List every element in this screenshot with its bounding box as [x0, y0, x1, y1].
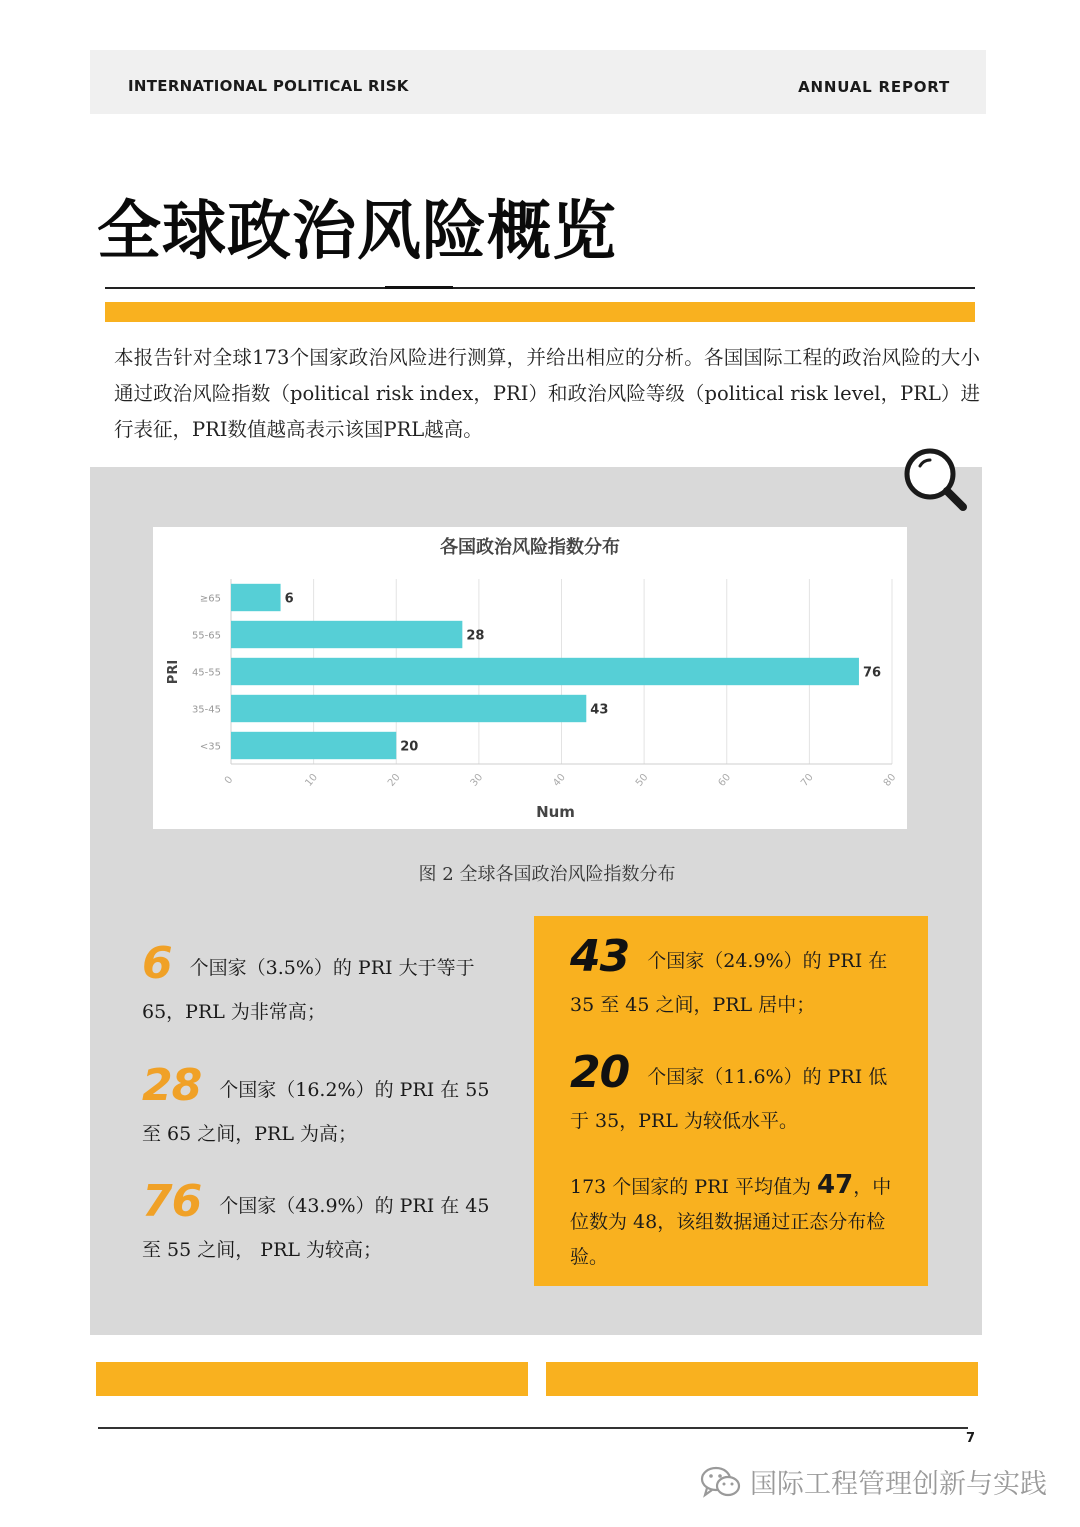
stat-text: 个国家（11.6%）的 PRI 低于 35，PRL 为较低水平。: [570, 1066, 888, 1132]
x-tick-label: 0: [222, 774, 236, 787]
stat-text: 个国家（24.9%）的 PRI 在 35 至 45 之间，PRL 居中；: [570, 950, 888, 1016]
category-tick-label: 45-55: [191, 667, 221, 679]
bar: [231, 695, 586, 722]
stat-text: 个国家（3.5%）的 PRI 大于等于 65，PRL 为非常高；: [142, 957, 475, 1023]
footer-band-left: [96, 1362, 528, 1396]
summary-post: ，中位数为 48，该组数据通过正态分布检验。: [570, 1176, 892, 1268]
watermark-text: 国际工程管理创新与实践: [750, 1469, 1047, 1500]
bar-value-label: 28: [466, 628, 485, 644]
stat-low: [570, 1047, 900, 1143]
stat-number: 6: [142, 938, 172, 989]
stat-fairly-high: [142, 1176, 492, 1272]
figure-caption: 图 2 全球各国政治风险指数分布: [418, 864, 676, 885]
chart-title: 各国政治风险指数分布: [440, 537, 620, 558]
wechat-icon: [700, 1465, 742, 1499]
category-tick-label: 55-65: [191, 630, 221, 642]
bar: [231, 732, 396, 759]
bar-value-label: 43: [590, 702, 609, 718]
x-tick-label: 80: [881, 771, 899, 789]
pri-distribution-chart: [153, 527, 907, 829]
y-axis-label: PRI: [166, 659, 181, 685]
header-left-title: INTERNATIONAL POLITICAL RISK: [128, 77, 409, 95]
header-bar: [90, 50, 986, 114]
footer-band-right: [546, 1362, 978, 1396]
stat-number: 76: [142, 1176, 202, 1227]
stat-medium: [570, 931, 900, 1027]
stat-very-high: [142, 938, 492, 1034]
watermark: [700, 1462, 1047, 1501]
x-tick-label: 20: [386, 771, 403, 789]
header-right-title: ANNUAL REPORT: [798, 78, 950, 96]
intro-paragraph: 本报告针对全球173个国家政治风险进行测算，并给出相应的分析。各国国际工程的政治风险的大小通过政治风险指数（political risk index，PRI）和政治风险等级（political risk level，PRL）进行表征，PRI数值越高表示该国PRL越高。: [114, 346, 980, 441]
x-tick-label: 40: [551, 771, 568, 789]
x-axis-label: Num: [536, 803, 575, 821]
footer-rule: [98, 1427, 968, 1429]
x-tick-label: 10: [303, 771, 321, 789]
stat-number: 43: [570, 931, 630, 982]
bar: [231, 584, 281, 611]
summary-average: 47: [817, 1170, 854, 1200]
stat-summary: [570, 1168, 900, 1275]
stat-text: 个国家（43.9%）的 PRI 在 45 至 55 之间， PRL 为较高；: [142, 1195, 490, 1261]
stat-text: 个国家（16.2%）的 PRI 在 55 至 65 之间，PRL 为高；: [142, 1079, 490, 1145]
search-icon: [900, 444, 970, 514]
bar-value-label: 6: [284, 591, 294, 607]
summary-pre: 173 个国家的 PRI 平均值为: [570, 1176, 818, 1198]
page-number: 7: [966, 1431, 976, 1446]
bar-value-label: 20: [400, 739, 419, 755]
category-tick-label: 35-45: [191, 704, 221, 716]
x-tick-label: 30: [468, 771, 486, 789]
title-rule-accent: [385, 286, 453, 289]
bar: [231, 658, 859, 685]
category-tick-label: <35: [199, 741, 221, 753]
chart-card: [153, 527, 907, 829]
x-tick-label: 70: [799, 771, 816, 789]
stat-high: [142, 1060, 492, 1156]
bar-value-label: 76: [862, 665, 882, 681]
title-yellow-band: [105, 302, 975, 322]
title-rule: [105, 287, 975, 289]
bar: [231, 621, 462, 648]
x-tick-label: 50: [633, 771, 651, 789]
stat-number: 20: [570, 1047, 630, 1098]
x-tick-label: 60: [716, 771, 734, 789]
category-tick-label: ≥65: [199, 593, 221, 605]
stat-number: 28: [142, 1060, 202, 1111]
page-title: 全球政治风险概览: [97, 195, 617, 269]
